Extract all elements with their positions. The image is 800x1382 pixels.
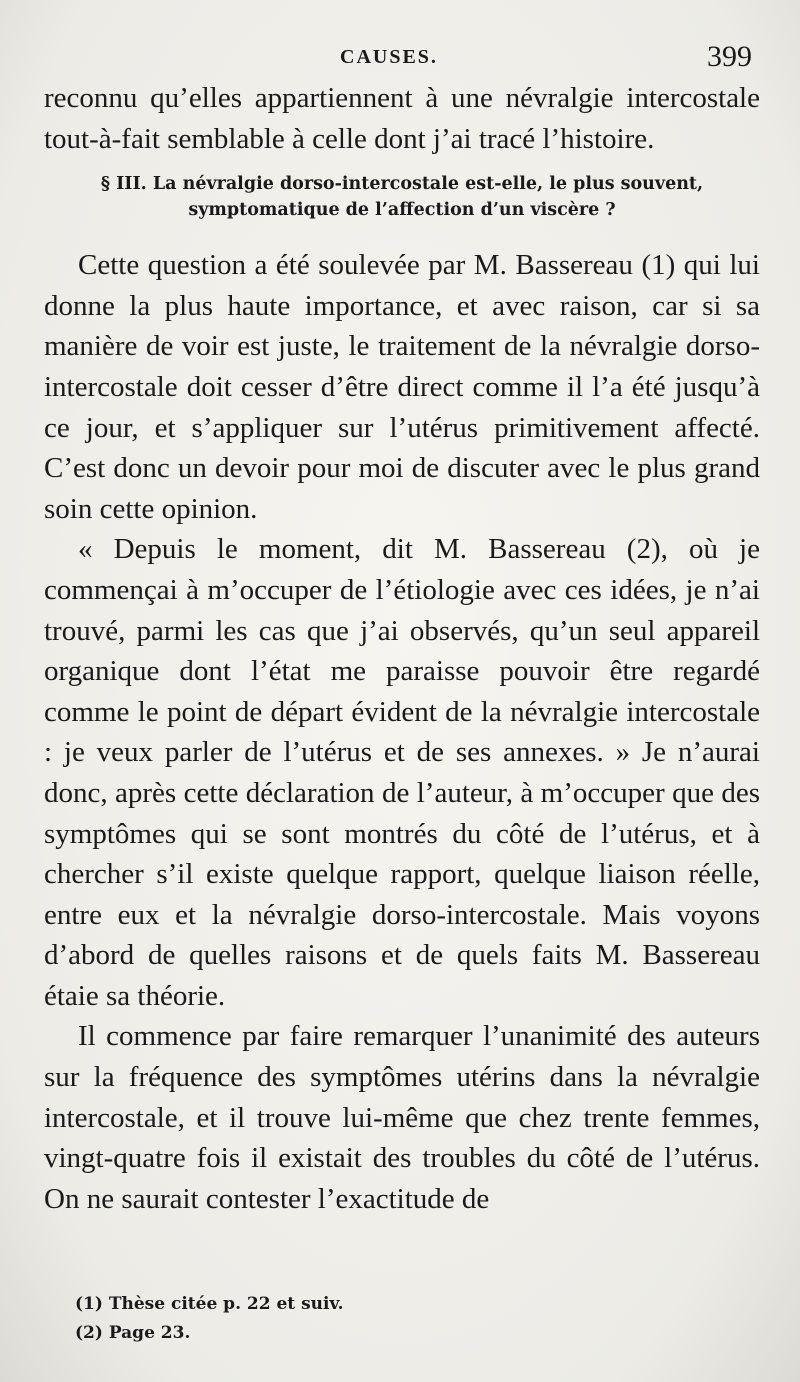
footnote: (1) Thèse citée p. 22 et suiv. (75, 1294, 344, 1314)
body-text (44, 78, 760, 1219)
section-heading: § III. La névralgie dorso-intercostale est-elle, le plus souvent, symptomatique de l’affection d’un viscère ? (100, 174, 704, 221)
paragraph: « Depuis le moment, dit M. Bassereau (2), où je commençai à m’occuper de l’étiologie avec ces idées, je n’ai trouvé, parmi les cas que j’ai observés, qu’un seul appareil organique dont l’état me paraisse pouvoir être regardé comme le point de départ évident de la névralgie intercostale : je veux parler de l’utérus et de ses annexes. » Je n’aurai donc, après cette déclaration de l’auteur, à m’occuper que des symptômes qui se sont montrés du côté de l’utérus, et à chercher s’il existe quelque rapport, quelque liaison réelle, entre eux et la névralgie dorso-intercostale. Mais voyons d’abord de quelles raisons et de quels faits M. Bassereau étaie sa théorie. (44, 533, 760, 1012)
footnote: (2) Page 23. (75, 1323, 191, 1343)
paragraph: Cette question a été soulevée par M. Bassereau (1) qui lui donne la plus haute importance, et avec raison, car si sa manière de voir est juste, le traitement de la névralgie dorso-intercostale doit cesser d’être direct comme il l’a été jusqu’à ce jour, et s’appliquer sur l’utérus primitivement affecté. C’est donc un devoir pour moi de discuter avec le plus grand soin cette opinion. (44, 249, 760, 525)
page-number: 399 (707, 40, 752, 73)
page-header (0, 40, 800, 80)
footnotes (75, 1290, 344, 1348)
paragraph-continuation: reconnu qu’elles appartiennent à une névralgie intercostale tout-à-fait semblable à celle dont j’ai tracé l’histoire. (44, 82, 760, 155)
paragraph: Il commence par faire remarquer l’unanimité des auteurs sur la fréquence des symptômes utérins dans la névralgie intercostale, et il trouve lui-même que chez trente femmes, vingt-quatre fois il existait des troubles du côté de l’utérus. On ne saurait contester l’exactitude de (44, 1020, 760, 1215)
running-head: CAUSES. (340, 46, 438, 68)
